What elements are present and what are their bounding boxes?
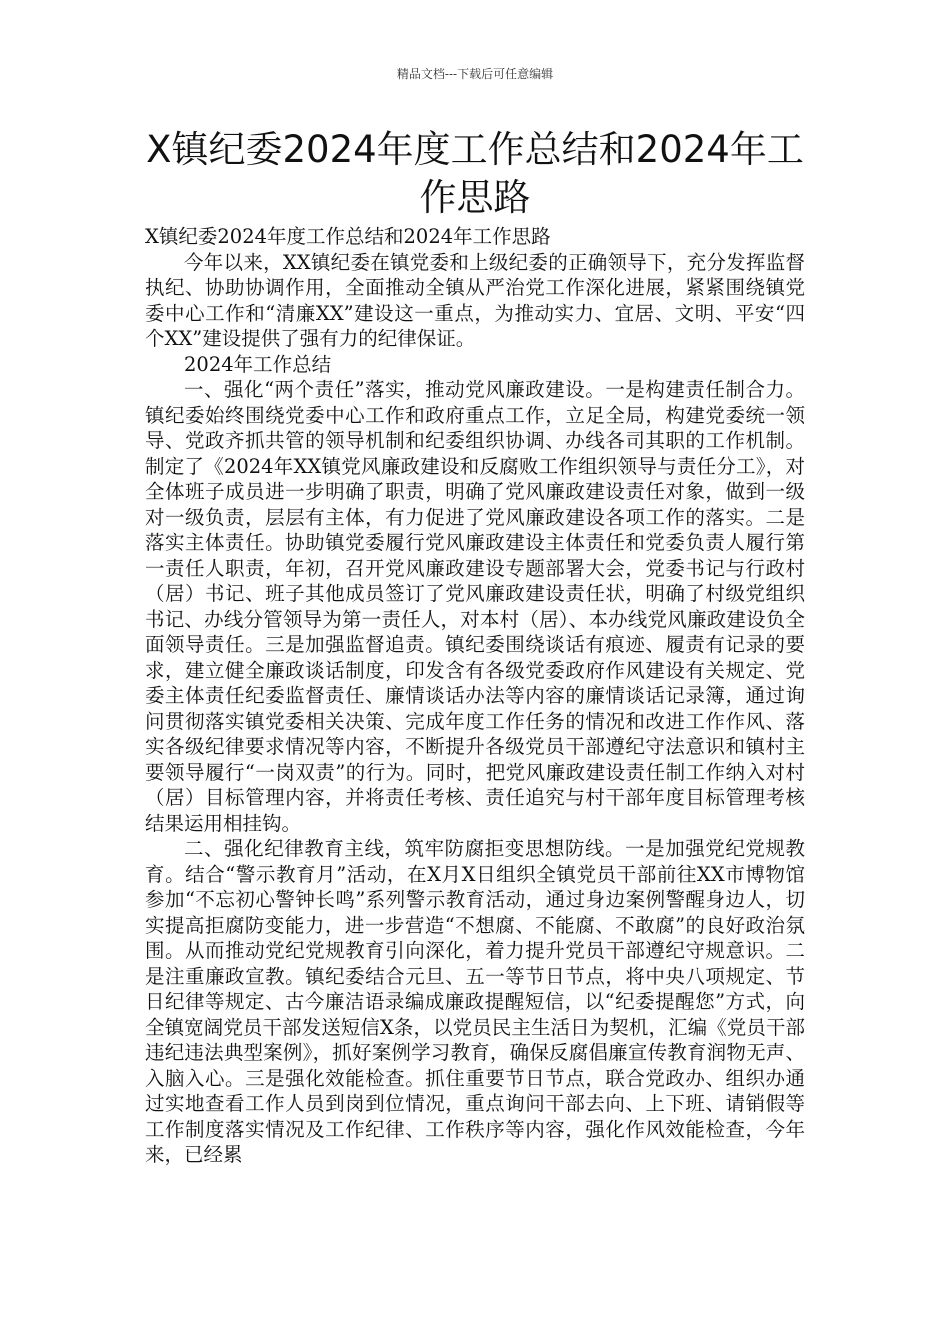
paragraph-part-2: 二、强化纪律教育主线，筑牢防腐拒变思想防线。一是加强党纪党规教育。结合“警示教育月”活动，在X月X日组织全镇党员干部前往XX市博物馆参加“不忘初心警钟长鸣”系列警示教育活动，通过身边案例警醒身边人，切实提高拒腐防变能力，进一步营造“不想腐、不能腐、不敢腐”的良好政治氛围。从而推动党纪党规教育引向深化，着力提升党员干部遵纪守规意识。二是注重廉政宣教。镇纪委结合元旦、五一等节日节点，将中央八项规定、节日纪律等规定、古今廉洁语录编成廉政提醒短信，以“纪委提醒您”方式，向全镇宽阔党员干部发送短信X条，以党员民主生活日为契机，汇编《党员干部违纪违法典型案例》，抓好案例学习教育，确保反腐倡廉宣传教育润物无声、入脑入心。三是强化效能检查。抓住重要节日节点，联合党政办、组织办通过实地查看工作人员到岗到位情况，重点询问干部去向、上下班、请销假等工作制度落实情况及工作纪律、工作秩序等内容，强化作风效能检查，今年来，已经累	[145, 837, 805, 1166]
intro-paragraph: 今年以来，XX镇纪委在镇党委和上级纪委的正确领导下，充分发挥监督执纪、协助协调作用，全面推动全镇从严治党工作深化进展，紧紧围绕镇党委中心工作和“清廉XX”建设这一重点，为推动实力、宜居、文明、平安“四个XX”建设提供了强有力的纪律保证。	[145, 250, 805, 350]
header-note: 精品文档---下载后可任意编辑	[396, 67, 554, 81]
document-title: X镇纪委2024年度工作总结和2024年工作思路	[146, 128, 804, 219]
section-heading: 2024年工作总结	[184, 352, 332, 376]
paragraph-part-1: 一、强化“两个责任”落实，推动党风廉政建设。一是构建责任制合力。镇纪委始终围绕党委中心工作和政府重点工作，立足全局，构建党委统一领导、党政齐抓共管的领导机制和纪委组织协调、办线各司其职的工作机制。制定了《2024年XX镇党风廉政建设和反腐败工作组织领导与责任分工》，对全体班子成员进一步明确了职责，明确了党风廉政建设责任对象，做到一级对一级负责，层层有主体，有力促进了党风廉政建设各项工作的落实。二是落实主体责任。协助镇党委履行党风廉政建设主体责任和党委负责人履行第一责任人职责，年初，召开党风廉政建设专题部署大会，党委书记与行政村（居）书记、班子其他成员签订了党风廉政建设责任状，明确了村级党组织书记、办线分管领导为第一责任人，对本村（居）、本办线党风廉政建设负全面领导责任。三是加强监督追责。镇纪委围绕谈话有痕迹、履责有记录的要求，建立健全廉政谈话制度，印发含有各级党委政府作风建设有关规定、党委主体责任纪委监督责任、廉情谈话办法等内容的廉情谈话记录簿，通过询问贯彻落实镇党委相关决策、完成年度工作任务的情况和改进工作作风、落实各级纪律要求情况等内容，不断提升各级党员干部遵纪守法意识和镇村主要领导履行“一岗双责”的行为。同时，把党风廉政建设责任制工作纳入对村（居）目标管理内容，并将责任考核、责任追究与村干部年度目标管理考核结果运用相挂钩。	[145, 378, 805, 835]
document-body	[145, 224, 805, 1168]
subtitle-line: X镇纪委2024年度工作总结和2024年工作思路	[145, 225, 551, 248]
